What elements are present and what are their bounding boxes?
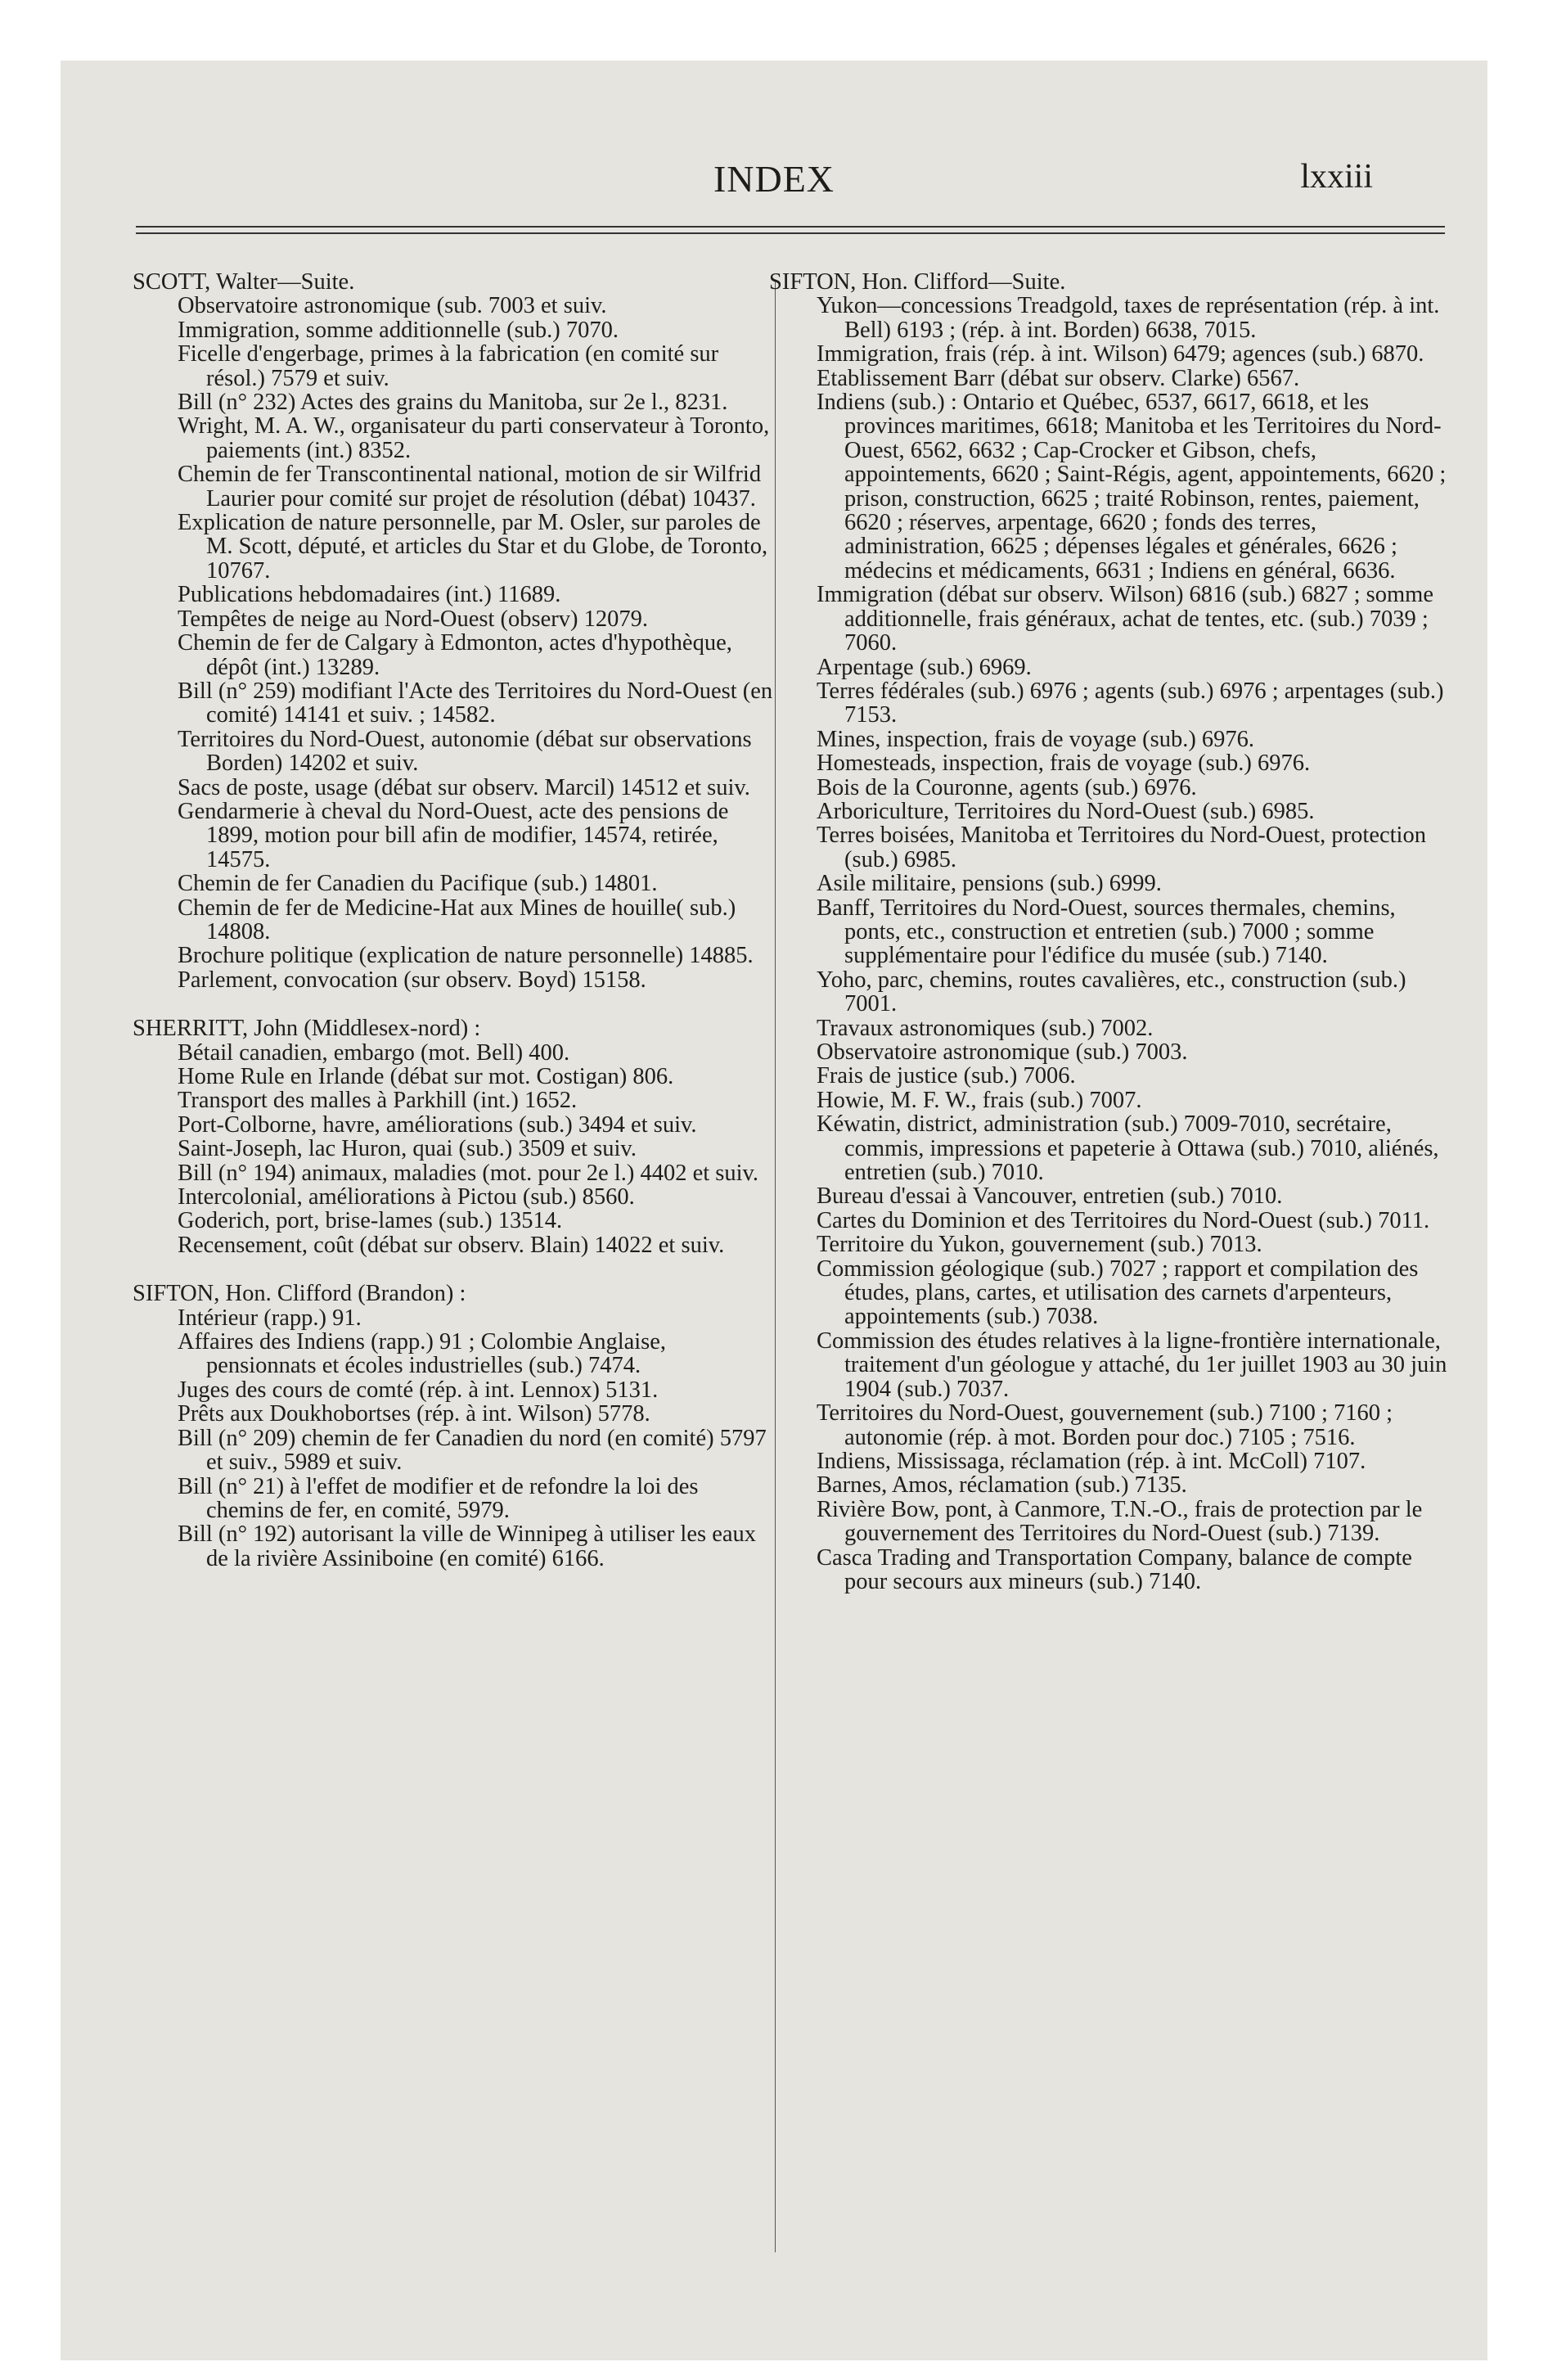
- index-entry: Chemin de fer de Medicine-Hat aux Mines de houille( sub.) 14808.: [178, 895, 736, 944]
- index-entry: Territoire du Yukon, gouvernement (sub.) 7013.: [817, 1232, 1262, 1258]
- index-entry: Casca Trading and Transportation Company, balance de compte pour secours aux mineurs (sub.) 7140.: [817, 1544, 1412, 1594]
- index-entry: Yoho, parc, chemins, routes cavalières, etc., construction (sub.) 7001.: [817, 967, 1406, 1017]
- header-double-rule: [136, 226, 1445, 234]
- right-column: [769, 270, 1456, 1593]
- index-entry: Bois de la Couronne, agents (sub.) 6976.: [817, 774, 1197, 800]
- index-entry: Cartes du Dominion et des Territoires du Nord-Ouest (sub.) 7011.: [817, 1207, 1430, 1233]
- index-entry: Prêts aux Doukhobortses (rép. à int. Wilson) 5778.: [178, 1401, 650, 1427]
- section-heading: SIFTON, Hon. Clifford—Suite.: [769, 269, 1066, 295]
- index-entry: Homesteads, inspection, frais de voyage (sub.) 6976.: [817, 751, 1311, 777]
- index-entry: Intercolonial, améliorations à Pictou (sub.) 8560.: [178, 1184, 635, 1210]
- left-column: [133, 270, 779, 1571]
- section-gap: [133, 992, 779, 1016]
- index-entry: Bétail canadien, embargo (mot. Bell) 400.: [178, 1039, 570, 1066]
- index-entry: Frais de justice (sub.) 7006.: [817, 1063, 1076, 1089]
- index-entry: Wright, M. A. W., organisateur du parti conservateur à Toronto, paiements (int.) 8352.: [178, 413, 770, 463]
- index-entry: Publications hebdomadaires (int.) 11689.: [178, 582, 561, 608]
- index-entry: Goderich, port, brise-lames (sub.) 13514.: [178, 1208, 563, 1234]
- index-entry: Port-Colborne, havre, améliorations (sub.) 3494 et suiv.: [178, 1111, 697, 1138]
- index-entry: Immigration (débat sur observ. Wilson) 6816 (sub.) 6827 ; somme additionnelle, frais généraux, achat de tentes, etc. (sub.) 7039 ; 7060.: [817, 582, 1433, 656]
- index-entry: Juges des cours de comté (rép. à int. Lennox) 5131.: [178, 1377, 659, 1403]
- index-entry: Terres boisées, Manitoba et Territoires du Nord-Ouest, protection (sub.) 6985.: [817, 823, 1426, 872]
- index-entry: Chemin de fer Transcontinental national, motion de sir Wilfrid Laurier pour comité sur projet de résolution (débat) 10437.: [178, 462, 762, 512]
- index-entry: Commission géologique (sub.) 7027 ; rapport et compilation des études, plans, cartes, et utilisation des carnets d'arpenteurs, appointements (sub.) 7038.: [817, 1255, 1419, 1330]
- index-entry: Home Rule en Irlande (débat sur mot. Costigan) 806.: [178, 1064, 674, 1089]
- section-heading: SHERRITT, John (Middlesex-nord) :: [133, 1016, 481, 1042]
- index-entry: Intérieur (rapp.) 91.: [178, 1305, 362, 1331]
- page-header: [61, 157, 1487, 206]
- index-entry: Yukon—concessions Treadgold, taxes de représentation (rép. à int. Bell) 6193 ; (rép. à int. Borden) 6638, 7015.: [817, 293, 1440, 343]
- index-entry: Recensement, coût (débat sur observ. Blain) 14022 et suiv.: [178, 1232, 725, 1258]
- page-title: INDEX: [713, 158, 835, 200]
- index-entry: Saint-Joseph, lac Huron, quai (sub.) 3509 et suiv.: [178, 1136, 637, 1162]
- index-entry: Brochure politique (explication de nature personnelle) 14885.: [178, 943, 754, 969]
- index-entry: Indiens, Mississaga, réclamation (rép. à int. McColl) 7107.: [817, 1448, 1366, 1474]
- index-entry: Bill (n° 209) chemin de fer Canadien du nord (en comité) 5797 et suiv., 5989 et suiv.: [178, 1425, 767, 1476]
- section-heading: SIFTON, Hon. Clifford (Brandon) :: [133, 1281, 466, 1307]
- index-entry: Kéwatin, district, administration (sub.) 7009-7010, secrétaire, commis, impressions et papeterie à Ottawa (sub.) 7010, aliénés, entretien (sub.) 7010.: [817, 1111, 1439, 1186]
- index-entry: Territoires du Nord-Ouest, gouvernement (sub.) 7100 ; 7160 ; autonomie (rép. à mot. Borden pour doc.) 7105 ; 7516.: [817, 1400, 1393, 1450]
- index-entry: Observatoire astronomique (sub.) 7003.: [817, 1039, 1188, 1065]
- page-number: lxxiii: [1300, 158, 1373, 196]
- index-entry: Explication de nature personnelle, par M. Osler, sur paroles de M. Scott, député, et articles du Star et du Globe, de Toronto, 10767.: [178, 510, 768, 584]
- index-entry: Indiens (sub.) : Ontario et Québec, 6537, 6617, 6618, et les provinces maritimes, 6618; Manitoba et les Territoires du Nord-Ouest, 6562, 6632 ; Cap-Crocker et Gibson, chefs, appointements, 6620 ; Saint-Régis, agent, appointements, 6620 ; prison, construction, 6625 ; traité Robinson, rentes, paiement, 6620 ; réserves, arpentage, 6620 ; fonds des terres, administration, 6625 ; dépenses légales et générales, 6626 ; médecins et médicaments, 6631 ; Indiens en général, 6636.: [817, 390, 1447, 584]
- index-entry: Etablissement Barr (débat sur observ. Clarke) 6567.: [817, 365, 1300, 391]
- index-entry: Bill (n° 259) modifiant l'Acte des Territoires du Nord-Ouest (en comité) 14141 et suiv. ; 14582.: [178, 678, 773, 728]
- index-entry: Immigration, frais (rép. à int. Wilson) 6479; agences (sub.) 6870.: [817, 341, 1424, 367]
- index-entry: Banff, Territoires du Nord-Ouest, sources thermales, chemins, ponts, etc., construction et entretien (sub.) 7000 ; somme supplémentaire pour l'édifice du musée (sub.) 7140.: [817, 895, 1396, 969]
- index-entry: Commission des études relatives à la ligne-frontière internationale, traitement d'un géologue y attaché, du 1er juillet 1903 au 30 juin 1904 (sub.) 7037.: [817, 1327, 1447, 1402]
- section-gap: [133, 1257, 779, 1282]
- index-entry: Tempêtes de neige au Nord-Ouest (observ) 12079.: [178, 606, 648, 632]
- index-entry: Observatoire astronomique (sub. 7003 et suiv.: [178, 293, 607, 319]
- index-entry: Bureau d'essai à Vancouver, entretien (sub.) 7010.: [817, 1183, 1283, 1210]
- index-entry: Immigration, somme additionnelle (sub.) 7070.: [178, 317, 619, 343]
- index-entry: Bill (n° 194) animaux, maladies (mot. pour 2e l.) 4402 et suiv.: [178, 1160, 759, 1186]
- index-entry: Bill (n° 21) à l'effet de modifier et de refondre la loi des chemins de fer, en comité, 5979.: [178, 1473, 699, 1523]
- index-entry: Howie, M. F. W., frais (sub.) 7007.: [817, 1087, 1142, 1113]
- index-entry: Terres fédérales (sub.) 6976 ; agents (sub.) 6976 ; arpentages (sub.) 7153.: [817, 678, 1444, 728]
- index-entry: Territoires du Nord-Ouest, autonomie (débat sur observations Borden) 14202 et suiv.: [178, 726, 752, 777]
- index-entry: Gendarmerie à cheval du Nord-Ouest, acte des pensions de 1899, motion pour bill afin de modifier, 14574, retirée, 14575.: [178, 798, 729, 872]
- index-entry: Chemin de fer de Calgary à Edmonton, actes d'hypothèque, dépôt (int.) 13289.: [178, 630, 732, 680]
- index-entry: Barnes, Amos, réclamation (sub.) 7135.: [817, 1472, 1187, 1499]
- index-entry: Arboriculture, Territoires du Nord-Ouest (sub.) 6985.: [817, 798, 1315, 824]
- index-entry: Arpentage (sub.) 6969.: [817, 654, 1032, 680]
- index-entry: Bill (n° 232) Actes des grains du Manitoba, sur 2e l., 8231.: [178, 390, 728, 416]
- section-heading: SCOTT, Walter—Suite.: [133, 269, 355, 295]
- index-entry: Mines, inspection, frais de voyage (sub.) 6976.: [817, 726, 1255, 752]
- index-entry: Chemin de fer Canadien du Pacifique (sub.) 14801.: [178, 871, 658, 897]
- index-entry: Ficelle d'engerbage, primes à la fabrication (en comité sur résol.) 7579 et suiv.: [178, 341, 719, 391]
- index-entry: Asile militaire, pensions (sub.) 6999.: [817, 871, 1162, 897]
- index-entry: Travaux astronomiques (sub.) 7002.: [817, 1015, 1154, 1041]
- index-entry: Bill (n° 192) autorisant la ville de Winnipeg à utiliser les eaux de la rivière Assiniboine (en comité) 6166.: [178, 1521, 757, 1571]
- index-page: [61, 61, 1487, 2360]
- index-entry: Rivière Bow, pont, à Canmore, T.N.-O., frais de protection par le gouvernement des Territoires du Nord-Ouest (sub.) 7139.: [817, 1496, 1423, 1547]
- index-entry: Parlement, convocation (sur observ. Boyd) 15158.: [178, 967, 646, 993]
- index-entry: Sacs de poste, usage (débat sur observ. Marcil) 14512 et suiv.: [178, 774, 750, 800]
- index-entry: Affaires des Indiens (rapp.) 91 ; Colombie Anglaise, pensionnats et écoles industrielles (sub.) 7474.: [178, 1329, 667, 1379]
- index-entry: Transport des malles à Parkhill (int.) 1652.: [178, 1088, 578, 1114]
